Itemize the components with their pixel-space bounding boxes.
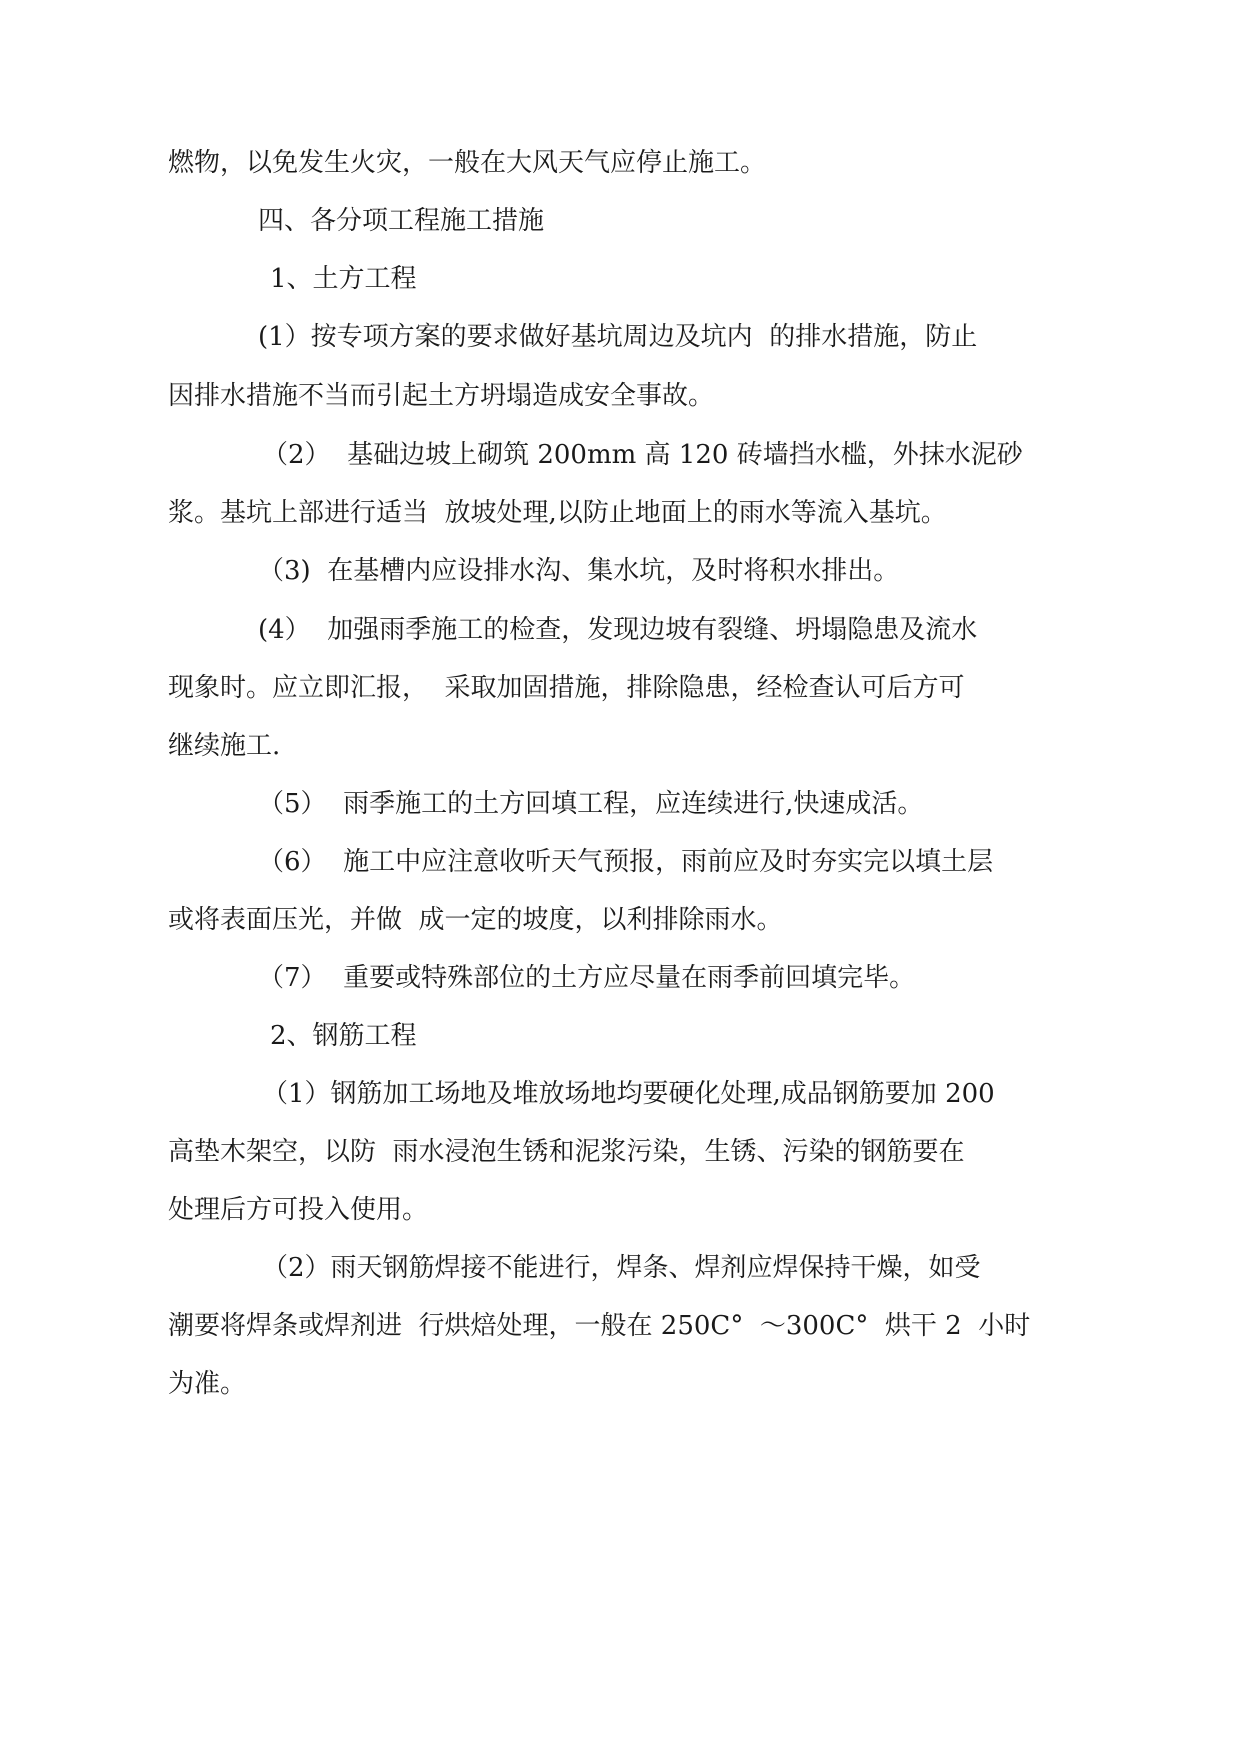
text-line: （6） 施工中应注意收听天气预报，雨前应及时夯实完以填土层 — [258, 847, 994, 877]
text-line: （2） 基础边坡上砌筑 200mm 高 120 砖墙挡水槛，外抹水泥砂 — [262, 440, 1023, 470]
text-line: （7） 重要或特殊部位的土方应尽量在雨季前回填完毕。 — [258, 963, 916, 993]
subsection-heading: 1、土方工程 — [270, 264, 417, 294]
subsection-heading: 2、钢筋工程 — [270, 1021, 417, 1051]
text-line: 潮要将焊条或焊剂进 行烘焙处理，一般在 250C° ～300C° 烘干 2 小时 — [168, 1311, 1031, 1341]
text-line: 现象时。应立即汇报， 采取加固措施，排除隐患，经检查认可后方可 — [168, 673, 965, 703]
text-line: 燃物，以免发生火灾，一般在大风天气应停止施工。 — [168, 148, 767, 178]
text-line: 继续施工. — [168, 731, 281, 761]
text-line: 高垫木架空，以防 雨水浸泡生锈和泥浆污染，生锈、污染的钢筋要在 — [168, 1137, 965, 1167]
text-line: 为准。 — [168, 1369, 247, 1399]
text-line: 或将表面压光，并做 成一定的坡度，以利排除雨水。 — [168, 905, 783, 935]
text-line: 浆。基坑上部进行适当 放坡处理,以防止地面上的雨水等流入基坑。 — [168, 498, 947, 528]
text-line: (1）按专项方案的要求做好基坑周边及坑内 的排水措施，防止 — [258, 322, 978, 352]
text-line: （5） 雨季施工的土方回填工程，应连续进行,快速成活。 — [258, 789, 924, 819]
text-line: (4） 加强雨季施工的检查，发现边坡有裂缝、坍塌隐患及流水 — [258, 615, 978, 645]
section-heading: 四、各分项工程施工措施 — [258, 206, 545, 236]
text-line: （1）钢筋加工场地及堆放场地均要硬化处理,成品钢筋要加 200 — [262, 1079, 995, 1109]
text-line: （2）雨天钢筋焊接不能进行，焊条、焊剂应焊保持干燥，如受 — [262, 1253, 981, 1283]
text-line: （3) 在基槽内应设排水沟、集水坑，及时将积水排出。 — [258, 556, 900, 586]
text-line: 处理后方可投入使用。 — [168, 1195, 429, 1225]
text-line: 因排水措施不当而引起土方坍塌造成安全事故。 — [168, 381, 715, 411]
